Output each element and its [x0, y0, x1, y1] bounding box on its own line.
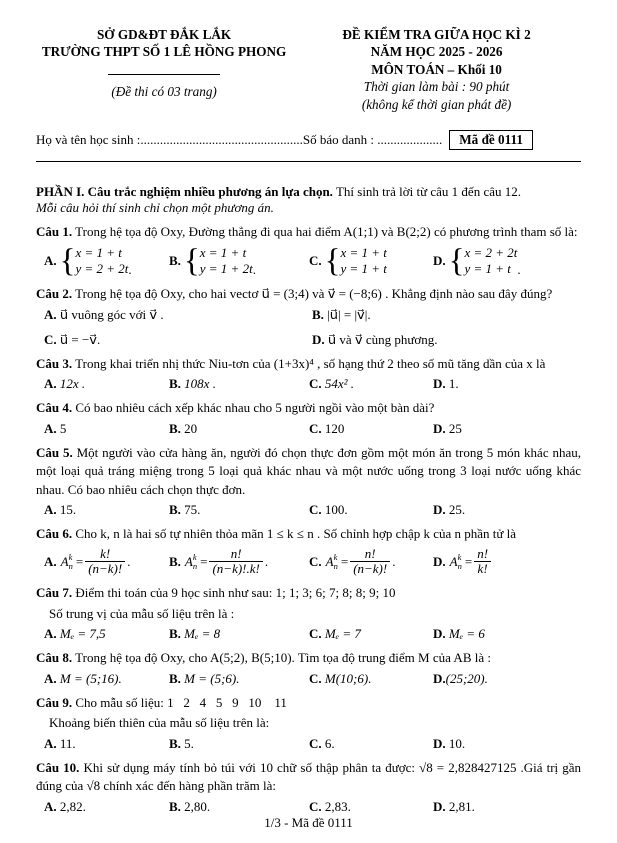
option-b — [312, 307, 581, 323]
options-row — [36, 376, 581, 392]
option-value: 108x . — [180, 376, 216, 392]
question-stem — [36, 399, 581, 417]
equation-1: x = 1 + t — [75, 244, 122, 260]
option-value: 54x² . — [321, 376, 355, 392]
option-d — [433, 547, 581, 578]
numerator: n! — [364, 545, 376, 561]
option-suffix: . — [264, 553, 269, 569]
option-a — [44, 671, 169, 687]
denominator: (n−k)! — [350, 561, 390, 577]
equation-2: y = 1 + t — [464, 261, 511, 277]
equation-2: y = 1 + 2t — [199, 261, 253, 277]
option-letter: D. — [433, 553, 446, 569]
option-value: 2,82. — [56, 798, 86, 814]
option-a — [44, 242, 169, 279]
fraction — [85, 547, 125, 578]
duration-note: (không kể thời gian phát đề) — [361, 96, 512, 112]
option-value: 2,80. — [180, 798, 211, 814]
option-letter: D. — [433, 735, 446, 751]
question-4 — [36, 399, 581, 436]
symbol-base: A — [449, 553, 458, 569]
options-row — [36, 421, 581, 437]
option-letter: A. — [44, 670, 57, 686]
option-value: M = (5;6). — [180, 670, 240, 686]
option-d — [433, 421, 581, 437]
header-left — [36, 26, 292, 100]
option-a — [44, 799, 169, 815]
brace: { — [448, 242, 465, 279]
option-c — [309, 626, 433, 642]
option-value: 100. — [321, 502, 348, 518]
options-row — [36, 799, 581, 815]
fraction — [474, 547, 491, 578]
option-letter: A. — [44, 553, 57, 569]
option-letter: D. — [433, 253, 446, 269]
option-value: u⃗ vuông góc với v⃗ . — [56, 306, 164, 322]
part1-heading — [36, 184, 581, 200]
option-letter: B. — [169, 735, 181, 751]
option-letter: C. — [309, 376, 322, 392]
option-value: 120 — [321, 420, 345, 436]
option-letter: D. — [433, 798, 446, 814]
equation-1: x = 2 + 2t — [464, 244, 518, 260]
header — [36, 26, 581, 113]
option-suffix: . — [127, 553, 131, 569]
subscript: n — [192, 560, 198, 571]
option-letter: B. — [312, 306, 324, 322]
equation-system — [464, 245, 517, 279]
question-text: Trong hệ tọa độ Oxy, Đường thẳng đi qua hai điểm A(1;1) và B(2;2) có phương trình tham số là: — [72, 224, 578, 240]
superscript: k — [457, 552, 462, 563]
equation-system — [340, 245, 386, 279]
option-letter: C. — [44, 331, 57, 347]
option-c — [309, 421, 433, 437]
option-letter: C. — [309, 626, 322, 642]
subscript: n — [68, 560, 73, 571]
option-value: 5 — [56, 420, 67, 436]
option-letter: C. — [309, 735, 322, 751]
header-rule — [36, 161, 581, 162]
options-grid — [36, 307, 581, 348]
option-a — [44, 736, 169, 752]
option-letter: B. — [169, 626, 181, 642]
option-value: Mₑ = 7 — [321, 626, 361, 642]
option-c — [309, 799, 433, 815]
question-stem — [36, 584, 581, 602]
option-value: 1. — [445, 376, 459, 392]
option-letter: D. — [433, 670, 446, 686]
school-department: SỞ GD&ĐT ĐẮK LẮK — [96, 27, 232, 42]
option-letter: A. — [44, 420, 57, 436]
option-suffix: . — [517, 262, 521, 278]
options-row — [36, 242, 581, 279]
question-text: Một người vào cửa hàng ăn, người đó chọn thực đơn gồm một món ăn trong 5 món khác nhau, một loại quả tráng miệng trong 5 loại quả khác nhau và một nước uống trong 3 loại nước uống khác nhau. Có bao nhiêu cách chọn thực đơn. — [36, 444, 581, 497]
option-a — [44, 502, 169, 518]
question-stem — [36, 694, 581, 712]
student-name-label: Họ và tên học sinh :.................................................. — [36, 132, 303, 148]
option-a — [44, 307, 312, 323]
question-number: Câu 3. — [36, 355, 73, 371]
option-letter: C. — [309, 420, 322, 436]
option-b — [169, 626, 309, 642]
option-c — [309, 547, 433, 578]
question-7 — [36, 584, 581, 642]
question-stem — [36, 525, 581, 543]
footer-page-number: 1/3 - Mã đề 0111 — [264, 814, 353, 830]
header-right — [292, 26, 581, 113]
option-d — [433, 736, 581, 752]
option-b — [169, 502, 309, 518]
superscript: k — [192, 552, 197, 563]
part1-heading-bold: PHẦN I. Câu trắc nghiệm nhiều phương án lựa chọn. — [36, 184, 333, 200]
equation-1: x = 1 + t — [199, 244, 247, 260]
pages-note: (Đề thi có 03 trang) — [111, 83, 217, 99]
option-letter: D. — [433, 376, 446, 392]
option-b — [169, 421, 309, 437]
school-name: TRƯỜNG THPT SỐ 1 LÊ HỒNG PHONG — [41, 44, 287, 60]
option-letter: C. — [309, 502, 322, 518]
denominator: (n−k)! — [85, 561, 125, 577]
option-value: 20 — [180, 420, 198, 436]
option-value: 2,83. — [321, 798, 351, 814]
option-value: 6. — [321, 735, 335, 751]
option-letter: A. — [44, 253, 57, 269]
symbol-supsub — [458, 553, 462, 571]
student-row — [36, 130, 581, 150]
question-2 — [36, 285, 581, 347]
options-row — [36, 502, 581, 518]
denominator: (n−k)!.k! — [209, 561, 262, 577]
question-5 — [36, 444, 581, 518]
question-number: Câu 9. — [36, 694, 73, 710]
fraction — [209, 547, 262, 578]
subscript: n — [457, 560, 462, 571]
option-c — [44, 332, 312, 348]
option-letter: A. — [44, 306, 57, 322]
equation-2: y = 2 + 2t — [75, 261, 129, 277]
option-value: 12x . — [56, 376, 86, 392]
question-number: Câu 2. — [36, 286, 73, 302]
option-a — [44, 421, 169, 437]
question-stem-line2: Số trung vị của mẫu số liệu trên là : — [49, 605, 235, 621]
option-letter: C. — [309, 670, 322, 686]
question-number: Câu 7. — [36, 585, 73, 601]
question-3 — [36, 355, 581, 392]
option-a — [44, 626, 169, 642]
question-stem — [36, 285, 581, 303]
question-stem — [36, 444, 581, 499]
option-b — [169, 376, 309, 392]
question-stem-line2: Khoảng biến thiên của mẫu số liệu trên là: — [49, 715, 270, 731]
brace: { — [324, 242, 341, 279]
student-id-label: Số báo danh : .................... — [302, 132, 443, 148]
question-number: Câu 6. — [36, 526, 73, 542]
option-suffix: . — [252, 262, 256, 278]
equals-sign: = — [200, 553, 208, 569]
option-letter: D. — [433, 626, 446, 642]
symbol-base: A — [60, 553, 69, 569]
option-letter: B. — [169, 502, 181, 518]
option-letter: D. — [433, 502, 446, 518]
equation-1: x = 1 + t — [340, 244, 387, 260]
symbol-supsub — [69, 553, 73, 571]
question-10 — [36, 759, 581, 815]
option-value: |u⃗| = |v⃗|. — [323, 306, 371, 322]
option-b — [169, 547, 309, 578]
question-text: Cho mẫu số liệu: 1 2 4 5 9 10 11 — [72, 694, 287, 710]
option-value: 25 — [445, 420, 462, 436]
question-number: Câu 10. — [36, 759, 80, 775]
denominator: k! — [474, 561, 491, 577]
option-value: u⃗ và v⃗ cùng phương. — [324, 331, 438, 347]
duration-line: Thời gian làm bài : 90 phút — [363, 79, 510, 95]
options-row — [36, 671, 581, 687]
options-row — [36, 626, 581, 642]
question-text: Khi sử dụng máy tính bỏ túi với 10 chữ số thập phân ta được: √8 = 2,828427125 .Giá trị gần đúng của √8 chính xác đến hàng phần trăm là: — [36, 759, 581, 794]
numerator: n! — [230, 545, 242, 561]
question-9 — [36, 694, 581, 752]
equals-sign: = — [340, 553, 349, 569]
option-d — [433, 671, 581, 687]
option-d — [433, 376, 581, 392]
option-value: 2,81. — [445, 798, 475, 814]
school-year: NĂM HỌC 2025 - 2026 — [370, 44, 503, 60]
subject-line: MÔN TOÁN – Khối 10 — [371, 61, 502, 77]
question-stem — [36, 355, 581, 373]
option-letter: A. — [44, 798, 57, 814]
option-value: Mₑ = 6 — [445, 626, 485, 642]
option-letter: A. — [44, 376, 57, 392]
option-d — [433, 502, 581, 518]
question-number: Câu 1. — [36, 224, 73, 240]
question-number: Câu 5. — [36, 444, 73, 460]
option-d — [312, 332, 581, 348]
option-value: M(10;6). — [321, 670, 372, 686]
option-b — [169, 242, 309, 279]
numerator: n! — [477, 545, 489, 561]
question-6 — [36, 525, 581, 577]
option-letter: D. — [433, 420, 446, 436]
numerator: k! — [100, 545, 111, 561]
exam-title: ĐỀ KIỂM TRA GIỮA HỌC KÌ 2 — [342, 27, 531, 42]
option-value: 25. — [445, 502, 466, 518]
option-letter: B. — [169, 553, 181, 569]
question-text: Trong khai triển nhị thức Niu-tơn của (1+3x)⁴ , số hạng thứ 2 theo số mũ tăng dần của x là — [72, 355, 546, 371]
question-1 — [36, 223, 581, 278]
option-letter: B. — [169, 798, 181, 814]
question-text: Trong hệ tọa độ Oxy, cho hai vectơ u⃗ = (3;4) và v⃗ = (−8;6) . Khẳng định nào sau đây đúng? — [72, 286, 553, 302]
option-suffix: . — [128, 262, 132, 278]
option-d — [433, 242, 581, 279]
question-text: Trong hệ tọa độ Oxy, cho A(5;2), B(5;10). Tìm tọa độ trung điểm M của AB là : — [72, 650, 491, 666]
option-a — [44, 376, 169, 392]
symbol-supsub — [334, 553, 338, 571]
option-value: Mₑ = 8 — [180, 626, 221, 642]
option-letter: A. — [44, 735, 57, 751]
option-b — [169, 736, 309, 752]
part1-subheading: Mỗi câu hỏi thí sinh chỉ chọn một phương án. — [36, 200, 274, 216]
option-value: (25;20). — [445, 670, 488, 686]
option-b — [169, 799, 309, 815]
options-row — [36, 736, 581, 752]
equation-system — [75, 245, 128, 279]
option-value: Mₑ = 7,5 — [56, 626, 106, 642]
exam-code-box: Mã đề 0111 — [449, 130, 533, 150]
option-letter: B. — [169, 670, 181, 686]
part1-heading-rest: Thí sinh trả lời từ câu 1 đến câu 12. — [332, 184, 521, 200]
symbol-base: A — [184, 553, 193, 569]
question-stem — [36, 759, 581, 796]
option-d — [433, 799, 581, 815]
equals-sign: = — [75, 553, 84, 569]
question-number: Câu 8. — [36, 650, 73, 666]
symbol-base: A — [325, 553, 334, 569]
option-c — [309, 242, 433, 279]
option-letter: C. — [309, 253, 322, 269]
equals-sign: = — [464, 553, 473, 569]
option-value: 10. — [445, 735, 466, 751]
option-c — [309, 736, 433, 752]
option-value: 75. — [180, 502, 201, 518]
superscript: k — [68, 552, 73, 563]
option-d — [433, 626, 581, 642]
option-a — [44, 547, 169, 578]
question-number: Câu 4. — [36, 400, 73, 416]
subscript: n — [333, 560, 338, 571]
question-stem — [36, 223, 581, 241]
question-stem — [36, 649, 581, 667]
symbol-supsub — [193, 553, 197, 571]
header-divider — [108, 74, 220, 75]
brace: { — [59, 242, 76, 279]
option-letter: D. — [312, 331, 325, 347]
question-8 — [36, 649, 581, 686]
option-letter: B. — [169, 376, 181, 392]
option-value: 15. — [56, 502, 77, 518]
option-c — [309, 376, 433, 392]
fraction — [350, 547, 390, 578]
equation-2: y = 1 + t — [340, 261, 387, 277]
question-text: Có bao nhiêu cách xếp khác nhau cho 5 người ngồi vào một bàn dài? — [72, 400, 435, 416]
option-c — [309, 671, 433, 687]
option-letter: B. — [169, 253, 181, 269]
question-text: Cho k, n là hai số tự nhiên thỏa mãn 1 ≤ k ≤ n . Số chỉnh hợp chập k của n phần tử là — [72, 526, 517, 542]
question-text: Điểm thi toán của 9 học sinh như sau: 1; 1; 3; 6; 7; 8; 8; 9; 10 — [72, 585, 396, 601]
option-value: 5. — [180, 735, 194, 751]
option-value: 11. — [56, 735, 76, 751]
superscript: k — [333, 552, 338, 563]
options-row — [36, 547, 581, 578]
option-value: u⃗ = −v⃗. — [56, 331, 101, 347]
option-b — [169, 671, 309, 687]
option-letter: C. — [309, 553, 322, 569]
option-suffix: . — [392, 553, 396, 569]
brace: { — [183, 242, 200, 279]
option-letter: C. — [309, 798, 322, 814]
option-letter: A. — [44, 626, 57, 642]
option-value: M = (5;16). — [56, 670, 122, 686]
option-c — [309, 502, 433, 518]
option-letter: A. — [44, 502, 57, 518]
option-letter: B. — [169, 420, 181, 436]
equation-system — [200, 245, 253, 279]
